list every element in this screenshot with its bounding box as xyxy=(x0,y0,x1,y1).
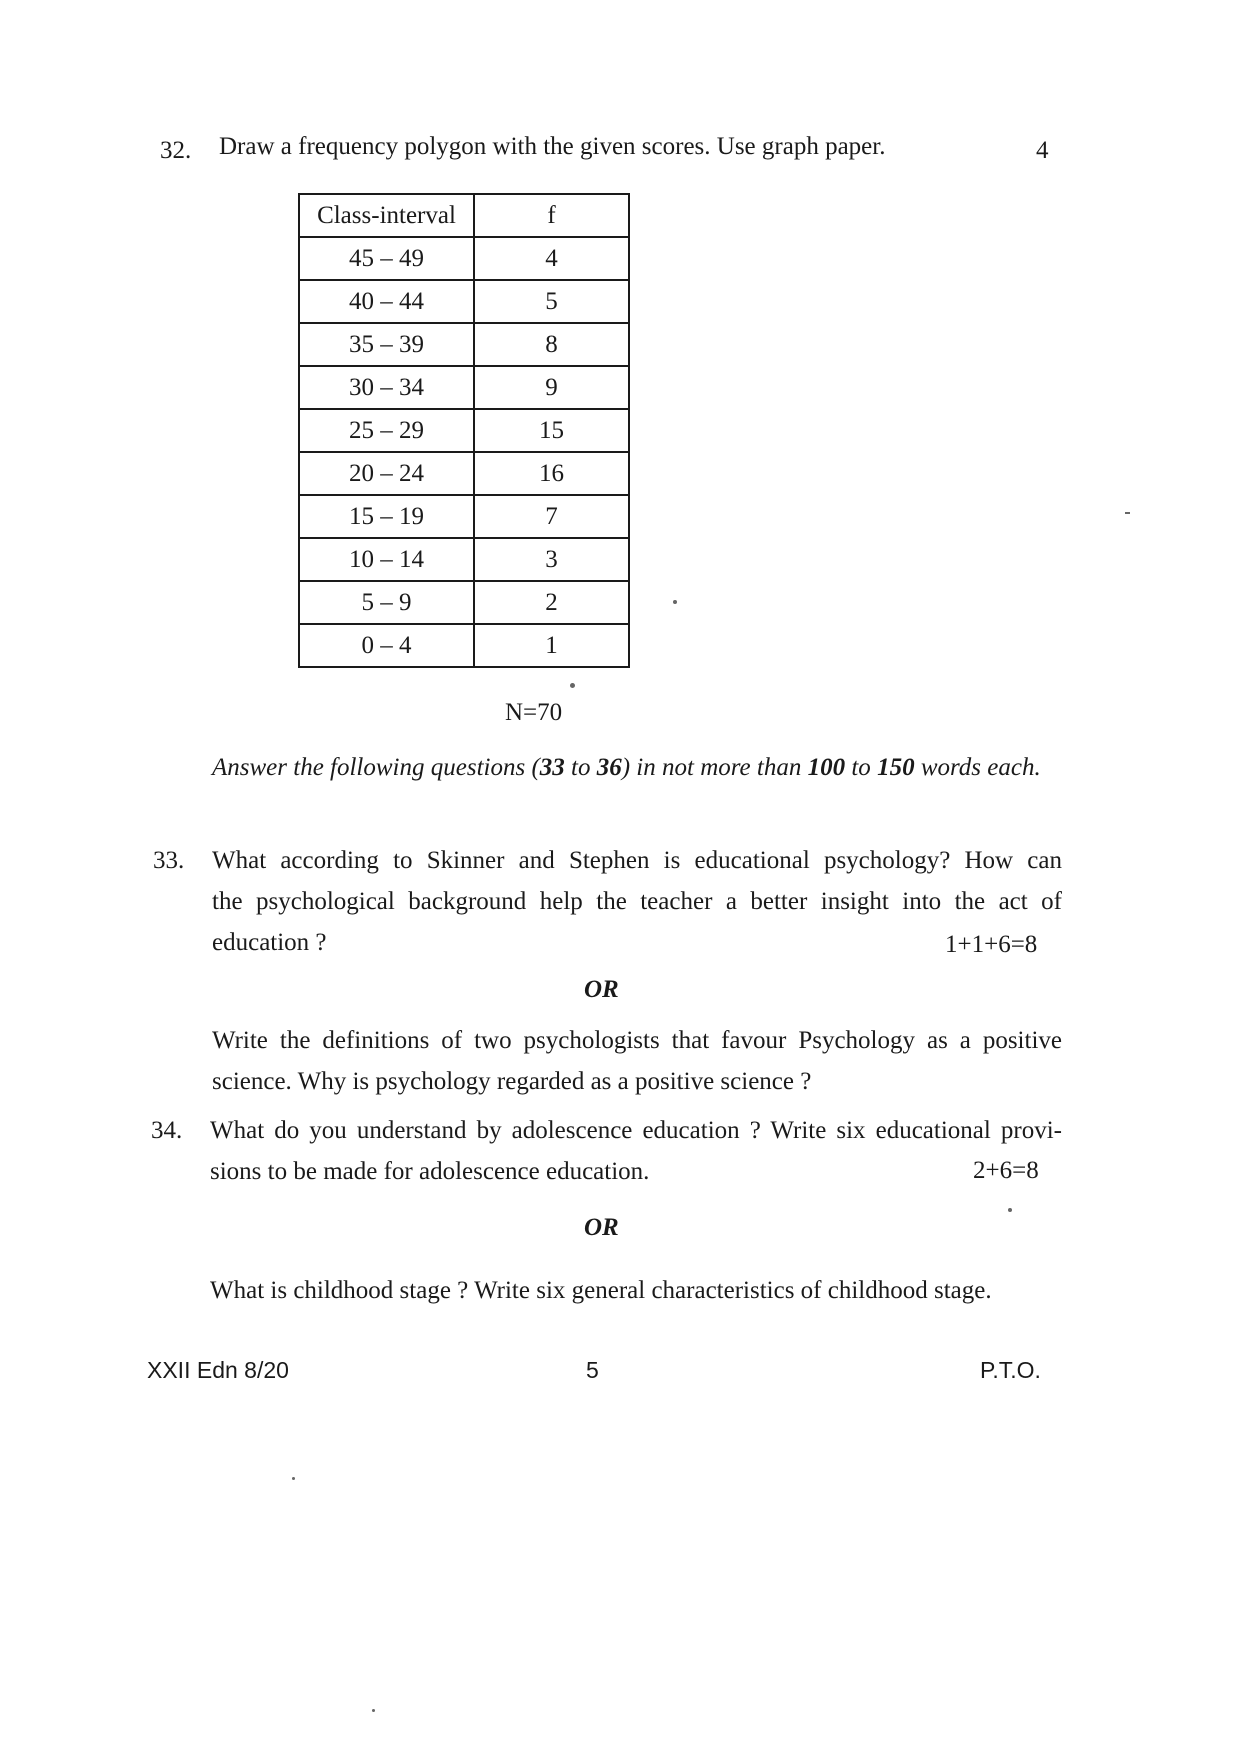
q33-alt-line: Write the definitions of two psychologists that favour Psychology as a positive xyxy=(212,1027,1062,1054)
q32-number: 32. xyxy=(160,137,192,164)
table-row xyxy=(299,538,629,581)
q33-or-label: OR xyxy=(584,976,619,1003)
instruction-min-words: 100 xyxy=(807,754,846,781)
pto-label: P.T.O. xyxy=(980,1357,1041,1383)
class-interval-cell: 20 – 24 xyxy=(299,452,474,495)
table-row xyxy=(299,624,629,667)
section-instruction xyxy=(212,747,1052,788)
page-number: 5 xyxy=(586,1357,599,1383)
q34-or-label: OR xyxy=(584,1214,619,1241)
class-interval-cell: 0 – 4 xyxy=(299,624,474,667)
frequency-cell: 16 xyxy=(474,452,629,495)
q34-alt-line: What is childhood stage ? Write six general characteristics of childhood stage. xyxy=(210,1277,992,1304)
instruction-max-words: 150 xyxy=(877,754,915,781)
q33-text xyxy=(212,840,1062,963)
class-interval-cell: 30 – 34 xyxy=(299,366,474,409)
scan-speck xyxy=(1008,1208,1012,1212)
instruction-text: ) in not more than xyxy=(621,754,808,781)
table-row xyxy=(299,495,629,538)
q32-text: Draw a frequency polygon with the given scores. Use graph paper. xyxy=(219,133,886,160)
class-interval-cell: 35 – 39 xyxy=(299,323,474,366)
q33-line: education ? xyxy=(212,929,327,956)
scan-speck xyxy=(372,1709,375,1712)
frequency-cell: 7 xyxy=(474,495,629,538)
q33-alt-line: science. Why is psychology regarded as a positive science ? xyxy=(212,1068,812,1095)
total-n: N=70 xyxy=(505,699,563,726)
instruction-text: words each. xyxy=(914,754,1041,781)
q34-marks: 2+6=8 xyxy=(973,1157,1039,1184)
instruction-to-q: 36 xyxy=(596,754,622,781)
q33-marks: 1+1+6=8 xyxy=(945,931,1038,958)
instruction-to: to xyxy=(564,754,597,781)
class-interval-cell: 5 – 9 xyxy=(299,581,474,624)
paper-code: XXII Edn 8/20 xyxy=(147,1357,289,1383)
header-class-interval: Class-interval xyxy=(299,194,474,237)
q33-line: What according to Skinner and Stephen is educational psychology? How can xyxy=(212,847,1062,874)
table-row xyxy=(299,280,629,323)
scan-speck xyxy=(292,1477,295,1480)
q33-line: the psychological background help the teacher a better insight into the act of xyxy=(212,888,1062,915)
table-row xyxy=(299,452,629,495)
table-row xyxy=(299,366,629,409)
instruction-from: 33 xyxy=(539,754,565,781)
header-frequency: f xyxy=(474,194,629,237)
scan-speck xyxy=(570,683,575,688)
q33-alt-text xyxy=(212,1020,1062,1102)
q34-alt-text xyxy=(210,1270,1062,1311)
table-row xyxy=(299,237,629,280)
class-interval-cell: 25 – 29 xyxy=(299,409,474,452)
frequency-cell: 8 xyxy=(474,323,629,366)
frequency-cell: 5 xyxy=(474,280,629,323)
q34-line: What do you understand by adolescence education ? Write six educational provi- xyxy=(210,1117,1062,1144)
class-interval-cell: 15 – 19 xyxy=(299,495,474,538)
q33-number: 33. xyxy=(153,847,185,874)
frequency-cell: 1 xyxy=(474,624,629,667)
q34-text xyxy=(210,1110,1062,1192)
frequency-cell: 9 xyxy=(474,366,629,409)
frequency-cell: 3 xyxy=(474,538,629,581)
scan-speck xyxy=(1125,512,1130,514)
class-interval-cell: 10 – 14 xyxy=(299,538,474,581)
scan-speck xyxy=(673,600,677,604)
class-interval-cell: 40 – 44 xyxy=(299,280,474,323)
q34-number: 34. xyxy=(151,1117,183,1144)
instruction-to: to xyxy=(845,754,878,781)
instruction-text: Answer the following questions ( xyxy=(212,754,540,781)
frequency-cell: 2 xyxy=(474,581,629,624)
frequency-cell: 15 xyxy=(474,409,629,452)
table-row xyxy=(299,409,629,452)
table-header-row xyxy=(299,194,629,237)
table-row xyxy=(299,581,629,624)
table-row xyxy=(299,323,629,366)
q34-line: sions to be made for adolescence education. xyxy=(210,1158,650,1185)
frequency-cell: 4 xyxy=(474,237,629,280)
frequency-table xyxy=(298,193,630,668)
q32-marks: 4 xyxy=(1036,137,1049,164)
class-interval-cell: 45 – 49 xyxy=(299,237,474,280)
